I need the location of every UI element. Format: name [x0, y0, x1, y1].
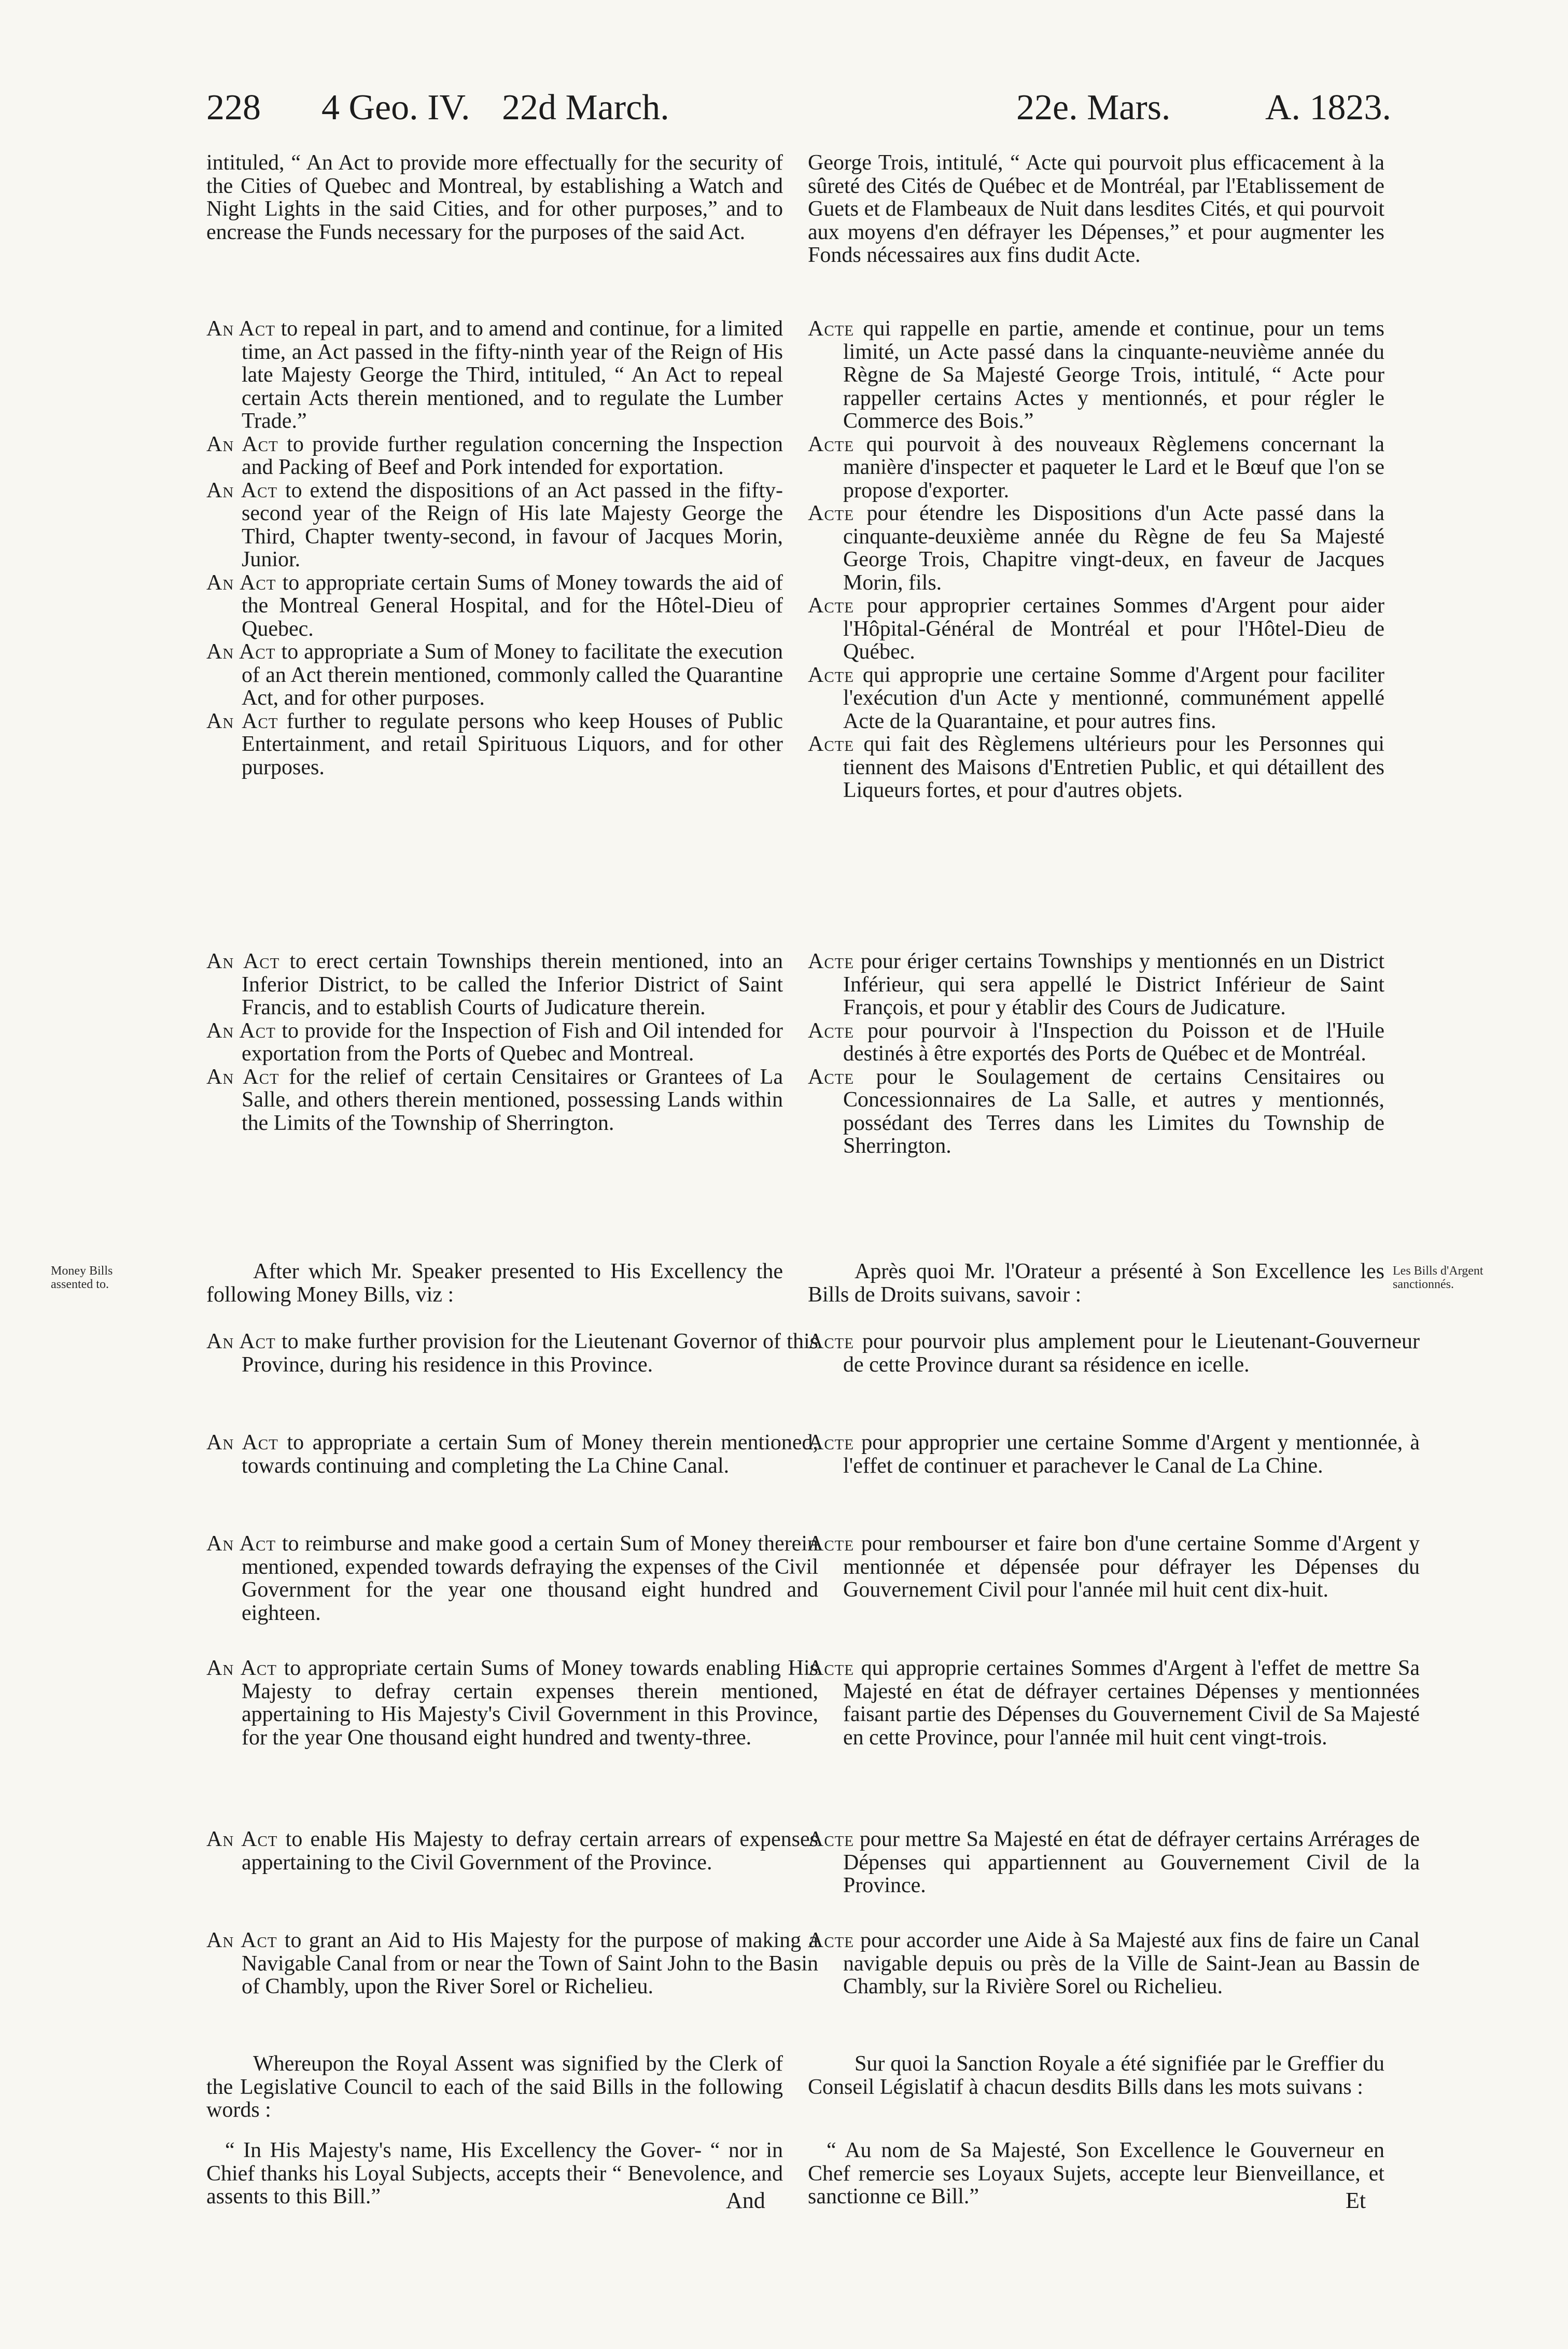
act-lead-word: Acte: [808, 432, 855, 456]
en-act: An Act to extend the dispositions of an Act passed in the fifty-second year of the Reign of His late Majesty George the Third, Chapter twenty-second, in favour of Jacques Morin, Junior.: [206, 478, 783, 571]
en-money-bill: An Act to appropriate a certain Sum of Money therein mentioned, towards continuing and completing the La Chine Canal.: [206, 1431, 818, 1478]
fr-act: Acte pour étendre les Dispositions d'un Acte passé dans la cinquante-deuxième année du Règne de feu Sa Majesté George Trois, Chapitre vingt-deux, en faveur de Jacques Morin, fils.: [808, 501, 1384, 595]
act-lead-word: Acte: [808, 1928, 855, 1952]
act-lead-word: Acte: [808, 1656, 855, 1680]
fr-act: Acte pour approprier certaines Sommes d'Argent pour aider l'Hôpital-Général de Montréal et pour l'Hôtel-Dieu de Québec.: [808, 594, 1384, 664]
act-lead-word: An Act: [206, 1330, 276, 1353]
act-lead-word: Acte: [808, 732, 855, 756]
en-money-bill: An Act to enable His Majesty to defray certain arrears of expenses appertaining to the Civil Government of the Province.: [206, 1827, 818, 1875]
fr-act: Acte qui fait des Règlemens ultérieurs pour les Personnes qui tiennent des Maisons d'Entretien Public, et qui détaillent des Liqueurs fortes, et pour d'autres objets.: [808, 732, 1384, 802]
fr-act: Acte pour pourvoir à l'Inspection du Poisson et de l'Huile destinés à être exportés des Ports de Québec et de Montréal.: [808, 1018, 1384, 1066]
en-quote: “ In His Majesty's name, His Excellency the Gover- “ nor in Chief thanks his Loyal Subjects, accepts their “ Benevolence, and assents to this Bill.”: [206, 2138, 783, 2208]
fr-money-bill: Acte pour accorder une Aide à Sa Majesté aux fins de faire un Canal navigable depuis ou près de la Ville de Saint-Jean au Bassin de Chambly, sur la Rivière Sorel ou Richelieu.: [808, 1928, 1420, 1998]
en-act: An Act for the relief of certain Censitaires or Grantees of La Salle, and others therein mentioned, possessing Lands within the Limits of the Township of Sherrington.: [206, 1065, 783, 1135]
act-lead-word: An Act: [206, 1018, 276, 1043]
margin-note-english: Money Bills assented to.: [51, 1264, 113, 1291]
act-lead-word: Acte: [808, 663, 855, 687]
date-english: 22d March.: [502, 88, 669, 128]
fr-continuation: George Trois, intitulé, “ Acte qui pourvoit plus efficacement à la sûreté des Cités de Québec et de Montréal, par l'Etablissement de Guets et de Flambeaux de Nuit dans lesdites Cités, et qui pourvoit aux moyens d'en défrayer les Dépenses,” et pour augmenter les Fonds nécessaires aux fins dudit Acte.: [808, 151, 1384, 267]
act-lead-word: An Act: [206, 1532, 276, 1556]
act-lead-word: An Act: [206, 1827, 278, 1851]
fr-acts-list-a: [808, 317, 1384, 802]
en-act: An Act to erect certain Townships therein mentioned, into an Inferior District, to be called the Inferior District of Saint Francis, and to establish Courts of Judicature therein.: [206, 949, 783, 1019]
act-lead-word: An Act: [206, 1656, 277, 1680]
en-intro: After which Mr. Speaker presented to His Excellency the following Money Bills, viz :: [206, 1260, 783, 1307]
fr-royal-assent: Sur quoi la Sanction Royale a été signifiée par le Greffier du Conseil Législatif à chacun desdits Bills dans les mots suivans :: [808, 2052, 1384, 2099]
en-money-bill: An Act to make further provision for the Lieutenant Governor of this Province, during his residence in this Province.: [206, 1330, 818, 1377]
en-act: An Act to appropriate certain Sums of Money towards the aid of the Montreal General Hospital, and for the Hôtel-Dieu of Quebec.: [206, 570, 783, 641]
act-lead-word: Acte: [808, 1431, 855, 1455]
en-money-bill: An Act to appropriate certain Sums of Money towards enabling His Majesty to defray certain expenses therein mentioned, appertaining to His Majesty's Civil Government in this Province, for the year One thousand eight hundred and twenty-three.: [206, 1656, 818, 1750]
page-number: 228: [206, 88, 261, 128]
act-lead-word: Acte: [808, 949, 855, 973]
act-lead-word: An Act: [206, 1431, 278, 1455]
act-lead-word: Acte: [808, 1532, 855, 1556]
act-lead-word: Acte: [808, 594, 855, 618]
date-french: 22e. Mars.: [1016, 88, 1171, 128]
en-act: An Act to repeal in part, and to amend and continue, for a limited time, an Act passed in the fifty-ninth year of the Reign of His late Majesty George the Third, intituled, “ An Act to repeal certain Acts therein mentioned, and to regulate the Lumber Trade.”: [206, 317, 783, 433]
en-acts-list-b: [206, 950, 783, 1135]
act-lead-word: An Act: [206, 478, 278, 502]
en-act: An Act to appropriate a Sum of Money to facilitate the execution of an Act therein mentioned, commonly called the Quarantine Act, and for other purposes.: [206, 640, 783, 710]
act-lead-word: An Act: [206, 1928, 277, 1952]
en-money-bill: An Act to reimburse and make good a certain Sum of Money therein mentioned, expended towards defraying the expenses of the Civil Government for the year one thousand eight hundred and eighteen.: [206, 1532, 818, 1625]
fr-intro: Après quoi Mr. l'Orateur a présenté à Son Excellence les Bills de Droits suivans, savoir :: [808, 1260, 1384, 1307]
act-lead-word: An Act: [206, 640, 276, 664]
fr-quote: “ Au nom de Sa Majesté, Son Excellence le Gouverneur en Chef remercie ses Loyaux Sujets, accepte leur Bienveillance, et sanctionne ce Bill.”: [808, 2138, 1384, 2208]
en-continuation: intituled, “ An Act to provide more effectually for the security of the Cities of Quebec and Montreal, by establishing a Watch and Night Lights in the said Cities, and for other purposes,” and to encrease the Funds necessary for the purposes of the said Act.: [206, 151, 783, 244]
en-act: An Act to provide further regulation concerning the Inspection and Packing of Beef and Pork intended for exportation.: [206, 432, 783, 479]
fr-money-bill: Acte pour pourvoir plus amplement pour le Lieutenant-Gouverneur de cette Province durant sa résidence en icelle.: [808, 1330, 1420, 1377]
fr-catchword: Et: [1346, 2188, 1366, 2213]
act-lead-word: Acte: [808, 1018, 855, 1043]
fr-money-bill: Acte pour mettre Sa Majesté en état de défrayer certains Arrérages de Dépenses qui appartiennent au Gouvernement Civil de la Province.: [808, 1827, 1420, 1897]
act-lead-word: Acte: [808, 501, 855, 525]
fr-money-bill: Acte pour rembourser et faire bon d'une certaine Somme d'Argent y mentionnée et dépensée pour défrayer les Dépenses du Gouvernement Civil pour l'année mil huit cent dix-huit.: [808, 1532, 1420, 1602]
margin-note-french: Les Bills d'Argent sanctionnés.: [1393, 1264, 1483, 1291]
fr-act: Acte pour ériger certains Townships y mentionnés en un District Inférieur, qui sera appellé le District Inférieur de Saint François, et pour y établir des Cours de Judicature.: [808, 949, 1384, 1019]
act-lead-word: Acte: [808, 1330, 855, 1353]
act-lead-word: An Act: [206, 709, 278, 733]
fr-money-bill: Acte pour approprier une certaine Somme d'Argent y mentionnée, à l'effet de continuer et parachever le Canal de La Chine.: [808, 1431, 1420, 1478]
en-money-bill: An Act to grant an Aid to His Majesty for the purpose of making a Navigable Canal from or near the Town of Saint John to the Basin of Chambly, upon the River Sorel or Richelieu.: [206, 1928, 818, 1998]
en-royal-assent: Whereupon the Royal Assent was signified by the Clerk of the Legislative Council to each of the said Bills in the following words :: [206, 2052, 783, 2122]
en-act: An Act further to regulate persons who keep Houses of Public Entertainment, and retail Spirituous Liquors, and for other purposes.: [206, 709, 783, 779]
fr-act: Acte pour le Soulagement de certains Censitaires ou Concessionnaires de La Salle, et autres y mentionnés, possédant des Terres dans les Limites du Township de Sherrington.: [808, 1065, 1384, 1158]
fr-act: Acte qui pourvoit à des nouveaux Règlemens concernant la manière d'inspecter et paqueter le Lard et le Bœuf que l'on se propose d'exporter.: [808, 432, 1384, 502]
act-lead-word: Acte: [808, 1065, 855, 1089]
en-act: An Act to provide for the Inspection of Fish and Oil intended for exportation from the Ports of Quebec and Montreal.: [206, 1018, 783, 1066]
year: A. 1823.: [1265, 88, 1392, 128]
act-lead-word: An Act: [206, 432, 278, 456]
fr-act: Acte qui approprie une certaine Somme d'Argent pour faciliter l'exécution d'un Acte y mentionné, communément appellé Acte de la Quarantaine, et pour autres fins.: [808, 663, 1384, 733]
act-lead-word: Acte: [808, 1827, 855, 1851]
act-lead-word: An Act: [206, 570, 276, 595]
en-acts-list-a: [206, 317, 783, 779]
act-lead-word: Acte: [808, 317, 855, 341]
regnal-year: 4 Geo. IV.: [321, 88, 470, 128]
fr-acts-list-b: [808, 950, 1384, 1158]
act-lead-word: An Act: [206, 1065, 279, 1089]
fr-act: Acte qui rappelle en partie, amende et continue, pour un tems limité, un Acte passé dans la cinquante-neuvième année du Règne de Sa Majesté George Trois, intitulé, “ Acte pour rappeller certains Actes y mentionnés, et pour régler le Commerce des Bois.”: [808, 317, 1384, 433]
fr-money-bill: Acte qui approprie certaines Sommes d'Argent à l'effet de mettre Sa Majesté en état de défrayer certaines Dépenses y mentionnées faisant partie des Dépenses du Gouvernement Civil de Sa Majesté en cette Province, pour l'année mil huit cent vingt-trois.: [808, 1656, 1420, 1750]
act-lead-word: An Act: [206, 949, 280, 973]
en-catchword: And: [726, 2188, 765, 2213]
act-lead-word: An Act: [206, 317, 275, 341]
